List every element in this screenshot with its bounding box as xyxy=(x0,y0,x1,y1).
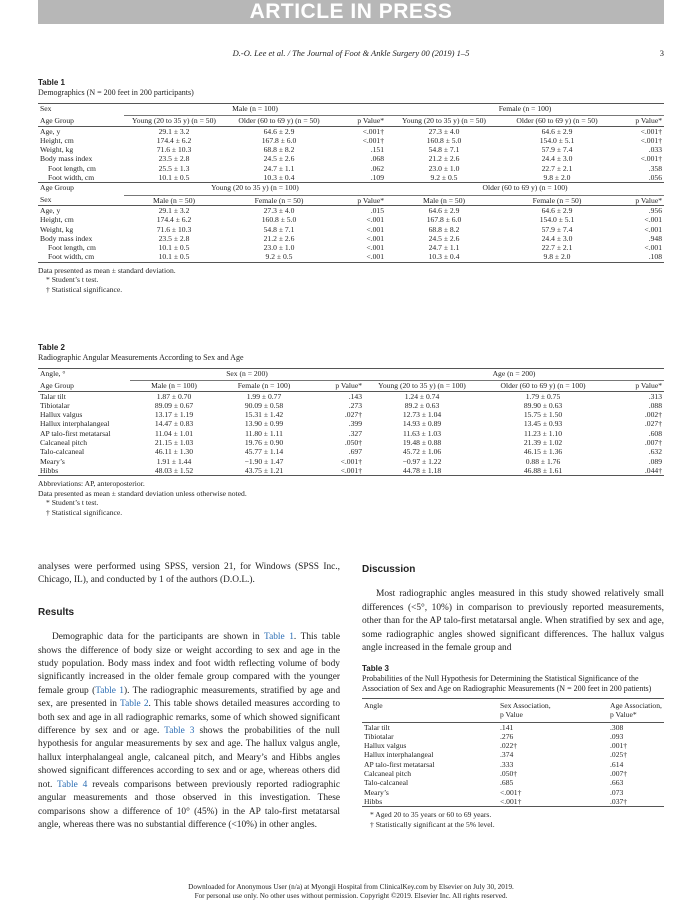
t3-cell: AP talo-first metatarsal xyxy=(364,759,435,769)
t2-cell: 15.75 ± 1.50 xyxy=(523,410,563,420)
t3-cell: .022† xyxy=(500,741,518,751)
t2-h1-age: Age (n = 200) xyxy=(492,369,536,378)
t2-row xyxy=(38,438,664,447)
t3-cell: Calcaneal pitch xyxy=(364,769,412,779)
t1a-cell: .109 xyxy=(370,173,384,183)
t1b-cell: <.001 xyxy=(366,215,384,225)
t2-h2-col-3: p Value* xyxy=(335,381,362,391)
t1a-cell: 71.6 ± 10.3 xyxy=(156,145,192,155)
t1b-cell: <.001 xyxy=(366,243,384,253)
table-3 xyxy=(362,664,664,829)
t2-cell: Talo-calcaneal xyxy=(40,447,85,457)
t2-cell: 1.91 ± 1.44 xyxy=(156,456,192,466)
t1b-cell: 9.2 ± 0.5 xyxy=(265,252,293,262)
t1b-cell: Height, cm xyxy=(40,215,74,225)
t2-cell: 44.78 ± 1.18 xyxy=(402,465,442,475)
t2-cell: −1.90 ± 1.47 xyxy=(244,456,284,466)
t1a-cell: 29.1 ± 3.2 xyxy=(158,126,190,136)
t1a-cell: 160.8 ± 5.0 xyxy=(426,135,462,145)
t1b-cell: 64.6 ± 2.9 xyxy=(428,205,460,215)
t3-cell: .308 xyxy=(610,722,624,732)
t1b-cell: <.001 xyxy=(644,243,662,253)
t2-cell: .027† xyxy=(644,419,662,429)
table-1-title: Demographics (N = 200 feet in 200 participants) xyxy=(38,88,194,97)
table-1-grid xyxy=(38,103,664,262)
t1b-cell: 64.6 ± 2.9 xyxy=(541,205,573,215)
t1b-cell: 174.4 ± 6.2 xyxy=(156,215,192,225)
t1-h2-col-0: Age Group xyxy=(40,116,74,126)
t2-cell: 19.76 ± 0.90 xyxy=(244,438,284,448)
table-2-title: Radiographic Angular Measurements According to Sex and Age xyxy=(38,353,244,362)
t1b-cell: <.001 xyxy=(644,215,662,225)
t2-cell: .273 xyxy=(348,400,362,410)
table-2 xyxy=(38,343,664,517)
t1b-cell: <.001 xyxy=(366,233,384,243)
t2-cell: .002† xyxy=(644,410,662,420)
t1a-cell: <.001† xyxy=(640,135,662,145)
running-head-citation: D.-O. Lee et al. / The Journal of Foot & Ankle Surgery 00 (2019) 1–5 xyxy=(232,48,470,58)
t1a-cell: 23.0 ± 1.0 xyxy=(428,163,460,173)
right-column xyxy=(362,563,664,655)
t1b-row xyxy=(38,243,664,252)
t2-cell: 21.39 ± 1.02 xyxy=(523,438,563,448)
t1-h4-col-0: Sex xyxy=(40,195,52,205)
t1-note: Data presented as mean ± standard deviation. xyxy=(38,265,176,275)
t2-note: Data presented as mean ± standard deviation unless otherwise noted. xyxy=(38,488,247,498)
t1b-cell: 160.8 ± 5.0 xyxy=(261,215,297,225)
t2-cell: Tibiotalar xyxy=(40,400,70,410)
left-column xyxy=(38,561,340,832)
t1b-cell: 24.5 ± 2.6 xyxy=(428,233,460,243)
t2-cell: .327 xyxy=(348,428,362,438)
t2-cell: Hibbs xyxy=(40,465,59,475)
t2-row xyxy=(38,447,664,456)
t1a-row xyxy=(38,173,664,183)
t3-cell: Talo-calcaneal xyxy=(364,778,409,788)
t3-row xyxy=(362,722,664,732)
t1b-cell: .108 xyxy=(648,252,662,262)
t2-cell: 11.04 ± 1.01 xyxy=(154,428,194,438)
t1b-cell: <.001 xyxy=(644,224,662,234)
t1a-cell: <.001† xyxy=(362,126,384,136)
t3-cell: .614 xyxy=(610,759,624,769)
t2-cell: 45.77 ± 1.14 xyxy=(244,447,284,457)
t3-cell: .050† xyxy=(500,769,518,779)
t2-cell: 89.09 ± 0.67 xyxy=(154,400,194,410)
t3-cell: .663 xyxy=(610,778,624,788)
t3-row xyxy=(362,769,664,778)
table-1-link[interactable]: Table 1 xyxy=(95,685,124,696)
t1a-cell: <.001† xyxy=(640,154,662,164)
t2-row xyxy=(38,466,664,475)
t3-cell: .025† xyxy=(610,750,628,760)
discussion-heading: Discussion xyxy=(362,564,416,575)
t2-cell: 1.99 ± 0.77 xyxy=(246,391,282,401)
t1b-cell: <.001 xyxy=(366,224,384,234)
t3-row xyxy=(362,760,664,769)
t3-cell: Meary’s xyxy=(364,787,389,797)
t1a-cell: Body mass index xyxy=(40,154,93,164)
t2-h2-col-4: Young (20 to 35 y) (n = 100) xyxy=(378,381,466,391)
t1b-cell: 54.8 ± 7.1 xyxy=(263,224,295,234)
table-3-title: Probabilities of the Null Hypothesis for Determining the Statistical Significance of the Association of Sex and Age on Radiographic Measurements (N = 200 feet in 200 patients) xyxy=(362,674,652,693)
t2-cell: 1.87 ± 0.70 xyxy=(156,391,192,401)
t3-cell: .374 xyxy=(500,750,514,760)
t1a-cell: .151 xyxy=(370,145,384,155)
t1a-cell: 27.3 ± 4.0 xyxy=(428,126,460,136)
t1-h4-col-4: Male (n = 50) xyxy=(422,195,466,205)
table-3-grid xyxy=(362,698,664,806)
table-2-grid xyxy=(38,368,664,475)
t3-cell: .141 xyxy=(500,722,514,732)
t1a-cell: 24.4 ± 3.0 xyxy=(541,154,573,164)
t3-cell: <.001† xyxy=(500,787,522,797)
t1a-row xyxy=(38,154,664,163)
t2-cell: 43.75 ± 1.21 xyxy=(244,465,284,475)
t1a-row xyxy=(38,126,664,136)
t1b-cell: Foot width, cm xyxy=(48,252,95,262)
t2-cell: 1.79 ± 0.75 xyxy=(525,391,561,401)
t1b-cell: <.001 xyxy=(366,252,384,262)
discussion-paragraph: Most radiographic angles measured in this study showed relatively small differences (<5°, 10%) in comparison to previously reported measurements, other than for the AP talo-first metatarsal angle. When stratified by sex and age, some radiographic angles showed significant differences. The hallux valgus angle increased in the female group and xyxy=(362,589,664,654)
t1a-cell: 23.5 ± 2.8 xyxy=(158,154,190,164)
t1-h2-col-2: Older (60 to 69 y) (n = 50) xyxy=(238,116,320,126)
t2-cell: 14.47 ± 0.83 xyxy=(154,419,194,429)
t1b-cell: .015 xyxy=(370,205,384,215)
t3-row xyxy=(362,778,664,787)
t1a-cell: Weight, kg xyxy=(40,145,74,155)
table-1-notes xyxy=(38,266,664,295)
t1-h3-older: Older (60 to 69 y) (n = 100) xyxy=(482,183,568,193)
t2-cell: 11.23 ± 1.10 xyxy=(523,428,563,438)
t2-cell: 13.45 ± 0.93 xyxy=(523,419,563,429)
t2-cell: 46.11 ± 1.30 xyxy=(154,447,194,457)
t1b-cell: 27.3 ± 4.0 xyxy=(263,205,295,215)
t2-cell: 13.17 ± 1.19 xyxy=(154,410,194,420)
table-2-notes xyxy=(38,479,664,517)
t3-cell: .001† xyxy=(610,741,628,751)
t1a-cell: 10.3 ± 0.4 xyxy=(263,173,295,183)
t1a-cell: 22.7 ± 2.1 xyxy=(541,163,573,173)
t1b-row xyxy=(38,215,664,224)
t2-row xyxy=(38,401,664,410)
t1b-cell: Foot length, cm xyxy=(48,243,96,253)
t1a-cell: Height, cm xyxy=(40,135,74,145)
t1b-cell: .956 xyxy=(648,205,662,215)
t1a-cell: 24.5 ± 2.6 xyxy=(263,154,295,164)
t2-cell: 46.15 ± 1.36 xyxy=(523,447,563,457)
t2-cell: .007† xyxy=(644,438,662,448)
t2-cell: 48.03 ± 1.52 xyxy=(154,465,194,475)
page-number: 3 xyxy=(659,48,664,58)
t2-cell: .313 xyxy=(648,391,662,401)
t2-cell: 90.09 ± 0.58 xyxy=(244,400,284,410)
t1-h4-col-2: Female (n = 50) xyxy=(254,195,304,205)
t1a-row xyxy=(38,136,664,145)
t3-h-age: Age Association, p Value* xyxy=(610,701,662,720)
t1a-cell: 57.9 ± 7.4 xyxy=(541,145,573,155)
t1-h2-col-1: Young (20 to 35 y) (n = 50) xyxy=(132,116,216,126)
t2-h1-sex: Sex (n = 200) xyxy=(226,369,268,378)
t1-h2-col-3: p Value* xyxy=(357,116,384,126)
t2-h2-col-0: Age Group xyxy=(40,381,74,391)
t2-row xyxy=(38,419,664,428)
t1a-row xyxy=(38,145,664,154)
t2-cell: 12.73 ± 1.04 xyxy=(402,410,442,420)
t1a-cell: 54.8 ± 7.1 xyxy=(428,145,460,155)
t1b-cell: 9.8 ± 2.0 xyxy=(543,252,571,262)
t3-cell: .037† xyxy=(610,796,628,806)
table-1 xyxy=(38,78,664,294)
t3-row xyxy=(362,750,664,759)
article-in-press-banner: ARTICLE IN PRESS xyxy=(38,0,664,24)
t2-cell: 89.2 ± 0.63 xyxy=(404,400,440,410)
t1b-cell: 24.7 ± 1.1 xyxy=(428,243,460,253)
t1-h4-col-1: Male (n = 50) xyxy=(152,195,196,205)
t1b-cell: 24.4 ± 3.0 xyxy=(541,233,573,243)
t1a-row xyxy=(38,164,664,173)
t3-h-angle: Angle xyxy=(364,701,383,710)
t2-cell: 1.24 ± 0.74 xyxy=(404,391,440,401)
t2-cell: <.001† xyxy=(340,456,362,466)
t2-row xyxy=(38,410,664,419)
running-head xyxy=(38,48,664,58)
table-3-notes xyxy=(362,810,664,829)
t2-cell: 14.93 ± 0.89 xyxy=(402,419,442,429)
t3-cell: <.001† xyxy=(500,796,522,806)
t1b-cell: 10.1 ± 0.5 xyxy=(158,243,190,253)
t1a-cell: 64.6 ± 2.9 xyxy=(263,126,295,136)
t1b-cell: 57.9 ± 7.4 xyxy=(541,224,573,234)
table-2-link[interactable]: Table 2 xyxy=(120,699,149,710)
t2-cell: 46.88 ± 1.61 xyxy=(523,465,563,475)
t2-cell: 89.90 ± 0.63 xyxy=(523,400,563,410)
t1a-cell: 167.8 ± 6.0 xyxy=(261,135,297,145)
t1a-cell: 21.2 ± 2.6 xyxy=(428,154,460,164)
t2-cell: <.001† xyxy=(340,465,362,475)
t1-h3-age-group: Age Group xyxy=(40,183,74,193)
t1-h1-male: Male (n = 100) xyxy=(232,104,278,113)
t1a-cell: 24.7 ± 1.1 xyxy=(263,163,295,173)
t1a-cell: 10.1 ± 0.5 xyxy=(158,173,190,183)
t1-h3-young: Young (20 to 35 y) (n = 100) xyxy=(211,183,299,193)
footer-line: Downloaded for Anonymous User (n/a) at Myongji Hospital from ClinicalKey.com by Elsevier on July 30, 2019. xyxy=(188,883,514,891)
t2-cell: AP talo-first metatarsal xyxy=(40,428,111,438)
t1a-cell: 25.5 ± 1.3 xyxy=(158,163,190,173)
t1a-cell: .056 xyxy=(648,173,662,183)
t1-h2-col-4: Young (20 to 35 y) (n = 50) xyxy=(402,116,486,126)
table-3-link[interactable]: Table 3 xyxy=(164,726,195,737)
footer-line: For personal use only. No other uses without permission. Copyright ©2019. Elsevier Inc. All rights reserved. xyxy=(194,892,508,900)
t1-h4-col-5: Female (n = 50) xyxy=(532,195,582,205)
t2-h2-col-1: Male (n = 100) xyxy=(151,381,197,391)
table-2-label: Table 2 xyxy=(38,343,65,352)
t2-cell: .027† xyxy=(344,410,362,420)
t1b-row xyxy=(38,205,664,215)
t3-cell: .073 xyxy=(610,787,624,797)
t1a-cell: 9.8 ± 2.0 xyxy=(543,173,571,183)
t2-h1-angle: Angle, ° xyxy=(40,369,66,378)
t1-h4-col-6: p Value* xyxy=(635,195,662,205)
t1b-row xyxy=(38,252,664,261)
t2-note: * Student’s t test. xyxy=(46,498,99,508)
t2-cell: .050† xyxy=(344,438,362,448)
t3-cell: Tibiotalar xyxy=(364,731,394,741)
t3-row xyxy=(362,797,664,806)
t2-row xyxy=(38,429,664,438)
t2-h2-col-2: Female (n = 100) xyxy=(237,381,291,391)
t1b-cell: 167.8 ± 6.0 xyxy=(426,215,462,225)
t2-h2-col-6: p Value* xyxy=(635,381,662,391)
t1-h2-col-6: p Value* xyxy=(635,116,662,126)
t1b-cell: 10.3 ± 0.4 xyxy=(428,252,460,262)
t2-h2-col-5: Older (60 to 69 y) (n = 100) xyxy=(500,381,586,391)
t3-row xyxy=(362,788,664,797)
download-footer xyxy=(38,883,664,901)
t1a-cell: 154.0 ± 5.1 xyxy=(539,135,575,145)
t1-h1-sex: Sex xyxy=(40,104,52,113)
t1b-cell: 71.6 ± 10.3 xyxy=(156,224,192,234)
t2-cell: .088 xyxy=(648,400,662,410)
t2-cell: .608 xyxy=(648,428,662,438)
t2-cell: .089 xyxy=(648,456,662,466)
t1a-cell: 174.4 ± 6.2 xyxy=(156,135,192,145)
t1b-cell: Weight, kg xyxy=(40,224,74,234)
t2-cell: Meary’s xyxy=(40,456,65,466)
t3-cell: Hallux valgus xyxy=(364,741,407,751)
t3-row xyxy=(362,732,664,741)
t1b-cell: 22.7 ± 2.1 xyxy=(541,243,573,253)
t1b-row xyxy=(38,225,664,234)
t2-note: † Statistical significance. xyxy=(46,507,123,517)
t1-h4-col-3: p Value* xyxy=(357,195,384,205)
t1a-cell: .033 xyxy=(648,145,662,155)
t1-note: * Student’s t test. xyxy=(46,275,99,285)
t2-cell: .697 xyxy=(348,447,362,457)
t1b-cell: 21.2 ± 2.6 xyxy=(263,233,295,243)
t2-cell: Calcaneal pitch xyxy=(40,438,88,448)
t1b-cell: Body mass index xyxy=(40,233,93,243)
t2-cell: 0.88 ± 1.76 xyxy=(525,456,561,466)
t1a-cell: 68.8 ± 8.2 xyxy=(263,145,295,155)
t1b-cell: 29.1 ± 3.2 xyxy=(158,205,190,215)
t1-h2-col-5: Older (60 to 69 y) (n = 50) xyxy=(516,116,598,126)
t1a-cell: .358 xyxy=(648,163,662,173)
t3-note: † Statistically significant at the 5% level. xyxy=(370,819,495,829)
t2-cell: 19.48 ± 0.88 xyxy=(402,438,442,448)
t2-cell: −0.97 ± 1.22 xyxy=(402,456,442,466)
t3-cell: .093 xyxy=(610,731,624,741)
t1a-cell: Foot width, cm xyxy=(48,173,95,183)
t3-row xyxy=(362,741,664,750)
t3-cell: .333 xyxy=(500,759,514,769)
results-heading: Results xyxy=(38,606,75,618)
results-paragraph: Demographic data for the participants are shown in Table 1. This table shows the difference of body size or weight according to sex and age in the study population. Body mass index and foot width reflecting volume of body significantly increased in the older female group compared with the younger female group (Table 1). The radiographic measurements, stratified by age and sex, are presented in Table 2. This table shows detailed measures according to both sex and age in all radiographic remarks, some of which showed significant difference by sex and or age. Table 3 shows the probabilities of the null hypothesis for angular measurements by sex and age. The hallux valgus angle, hallux interphalangeal angle, calcaneal pitch, and Meary’s and Hibbs angles showed significant differences according to sex and or age, whereas others did not. Table 4 reveals comparisons between previously reported radiographic angular measurements and those observed in this investigation. These comparisons show a difference of 10° (45%) in the AP talo-first metatarsal angle, whereas there was no substantial difference (<10%) in other angles. xyxy=(38,632,341,830)
methods-tail-paragraph: analyses were performed using SPSS, version 21, for Windows (SPSS Inc., Chicago, IL), and conducted by 1 of the authors (D.O.L.). xyxy=(38,562,340,586)
t2-note: Abbreviations: AP, anteroposterior. xyxy=(38,479,145,489)
t1b-cell: Age, y xyxy=(40,205,61,215)
t1a-cell: Age, y xyxy=(40,126,61,136)
t1b-cell: 68.8 ± 8.2 xyxy=(428,224,460,234)
t2-cell: .399 xyxy=(348,419,362,429)
t1-h1-female: Female (n = 100) xyxy=(498,104,552,113)
t1b-cell: 23.5 ± 2.8 xyxy=(158,233,190,243)
table-3-label: Table 3 xyxy=(362,664,389,673)
t1a-cell: <.001† xyxy=(640,126,662,136)
t2-cell: 11.63 ± 1.03 xyxy=(402,428,442,438)
t1a-cell: .062 xyxy=(370,163,384,173)
t1b-cell: 10.1 ± 0.5 xyxy=(158,252,190,262)
t3-cell: .685 xyxy=(500,778,514,788)
t3-cell: Hibbs xyxy=(364,796,383,806)
t2-cell: Hallux interphalangeal xyxy=(40,419,110,429)
t2-row xyxy=(38,391,664,401)
t2-cell: .632 xyxy=(648,447,662,457)
t2-cell: 11.80 ± 1.11 xyxy=(245,428,283,438)
t1a-cell: <.001† xyxy=(362,135,384,145)
t2-cell: Talar tilt xyxy=(40,391,66,401)
t1b-row xyxy=(38,234,664,243)
table-1-link[interactable]: Table 1 xyxy=(264,632,294,643)
t3-cell: .276 xyxy=(500,731,514,741)
t1a-cell: 64.6 ± 2.9 xyxy=(541,126,573,136)
t1b-cell: 154.0 ± 5.1 xyxy=(539,215,575,225)
table-1-label: Table 1 xyxy=(38,78,65,87)
t2-row xyxy=(38,457,664,466)
t1b-cell: .948 xyxy=(648,233,662,243)
t3-cell: Talar tilt xyxy=(364,722,390,732)
t2-cell: 13.90 ± 0.99 xyxy=(244,419,284,429)
t1a-cell: 9.2 ± 0.5 xyxy=(430,173,458,183)
t1b-cell: 23.0 ± 1.0 xyxy=(263,243,295,253)
t2-cell: 15.31 ± 1.42 xyxy=(244,410,284,420)
table-4-link[interactable]: Table 4 xyxy=(57,779,88,790)
t1a-cell: Foot length, cm xyxy=(48,163,96,173)
t2-cell: .143 xyxy=(348,391,362,401)
t3-cell: .007† xyxy=(610,769,628,779)
t1a-cell: .068 xyxy=(370,154,384,164)
t2-cell: 21.15 ± 1.03 xyxy=(154,438,194,448)
t3-note: * Aged 20 to 35 years or 60 to 69 years. xyxy=(370,810,492,820)
t2-cell: Hallux valgus xyxy=(40,410,83,420)
t2-cell: 45.72 ± 1.06 xyxy=(402,447,442,457)
t2-cell: .044† xyxy=(644,465,662,475)
t3-h-sex: Sex Association, p Value xyxy=(500,701,551,720)
t3-cell: Hallux interphalangeal xyxy=(364,750,434,760)
t1-note: † Statistical significance. xyxy=(46,284,123,294)
